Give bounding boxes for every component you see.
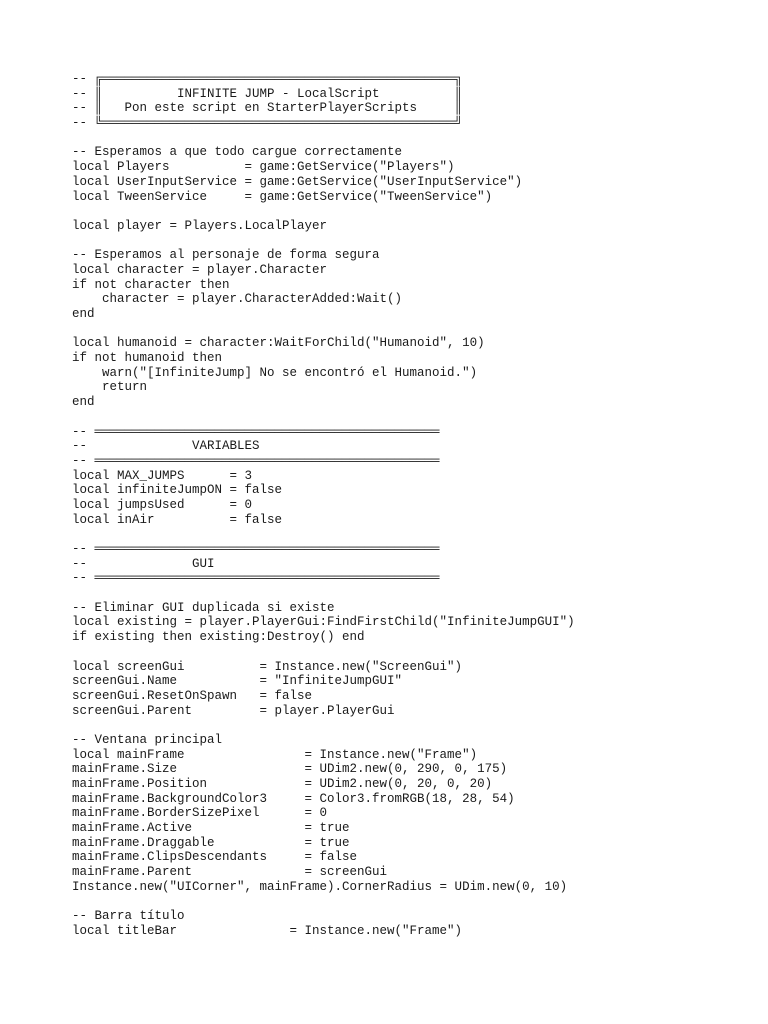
code-line: mainFrame.Position = UDim2.new(0, 20, 0, 20) [72,777,493,791]
code-line: -- Barra título [72,909,185,924]
code-line: local UserInputService = game:GetService("UserInputService") [72,174,523,189]
code-line: local infiniteJumpON = false [72,483,283,498]
code-line: Instance.new("UICorner", mainFrame).CornerRadius = UDim.new(0, 10) [72,879,568,894]
code-line: -- Ventana principal [72,732,223,747]
code-line: screenGui.ResetOnSpawn = false [72,688,313,703]
code-line: character = player.CharacterAdded:Wait() [72,292,403,307]
blank-line [72,645,732,660]
blank-line [72,586,732,601]
code-line: warn("[InfiniteJump] No se encontró el Humanoid.") [72,365,478,380]
blank-line [72,410,732,425]
code-line: local character = player.Character [72,262,328,277]
blank-line [72,204,732,219]
code-line: if existing then existing:Destroy() end [72,630,365,645]
blank-line [72,322,732,337]
code-line: local inAir = false [72,512,283,527]
code-line: if not character then [72,277,230,292]
code-line: local Players = game:GetService("Players") [72,160,455,175]
code-line: -- ══════════════════════════════════════════════ [72,542,440,556]
blank-line [72,895,732,910]
code-line: -- ║ INFINITE JUMP - LocalScript ║ [72,86,463,101]
code-line: mainFrame.BorderSizePixel = 0 [72,806,328,821]
code-line: -- VARIABLES [72,439,260,454]
code-line: -- Esperamos al personaje de forma segura [72,248,380,263]
code-line: local existing = player.PlayerGui:FindFirstChild("InfiniteJumpGUI") [72,615,575,630]
code-line: end [72,307,95,321]
code-line: if not humanoid then [72,351,223,366]
code-line: -- ╚═══════════════════════════════════════════════╝ [72,116,463,131]
code-listing [72,72,732,939]
code-line: return [72,380,148,395]
code-line: screenGui.Name = "InfiniteJumpGUI" [72,674,403,689]
code-line: -- ══════════════════════════════════════════════ [72,424,440,439]
code-line: mainFrame.Active = true [72,821,350,836]
code-line: -- Eliminar GUI duplicada si existe [72,600,335,615]
code-line: -- ╔═══════════════════════════════════════════════╗ [72,72,463,86]
blank-line [72,718,732,733]
code-line: local titleBar = Instance.new("Frame") [72,923,463,938]
code-line: mainFrame.BackgroundColor3 = Color3.fromRGB(18, 28, 54) [72,791,515,806]
code-line: local humanoid = character:WaitForChild("Humanoid", 10) [72,336,485,351]
code-line: -- ║ Pon este script en StarterPlayerScripts ║ [72,101,463,116]
code-line: local screenGui = Instance.new("ScreenGui") [72,659,463,674]
code-line: mainFrame.Draggable = true [72,835,350,850]
code-line: mainFrame.Parent = screenGui [72,865,388,880]
blank-line [72,527,732,542]
document-page [72,72,732,939]
code-line: mainFrame.ClipsDescendants = false [72,850,358,865]
blank-line [72,131,732,146]
code-line: -- Esperamos a que todo cargue correctamente [72,145,403,160]
code-line: local MAX_JUMPS = 3 [72,468,253,483]
code-line: local player = Players.LocalPlayer [72,218,328,233]
code-line: local TweenService = game:GetService("TweenService") [72,189,493,204]
code-line: local mainFrame = Instance.new("Frame") [72,747,478,762]
code-line: end [72,395,95,410]
code-line: -- ══════════════════════════════════════════════ [72,453,440,468]
code-line: -- GUI [72,556,215,571]
code-line: screenGui.Parent = player.PlayerGui [72,703,395,718]
blank-line [72,234,732,249]
code-line: mainFrame.Size = UDim2.new(0, 290, 0, 175) [72,762,508,777]
code-line: local jumpsUsed = 0 [72,497,253,512]
code-line: -- ══════════════════════════════════════════════ [72,571,440,586]
